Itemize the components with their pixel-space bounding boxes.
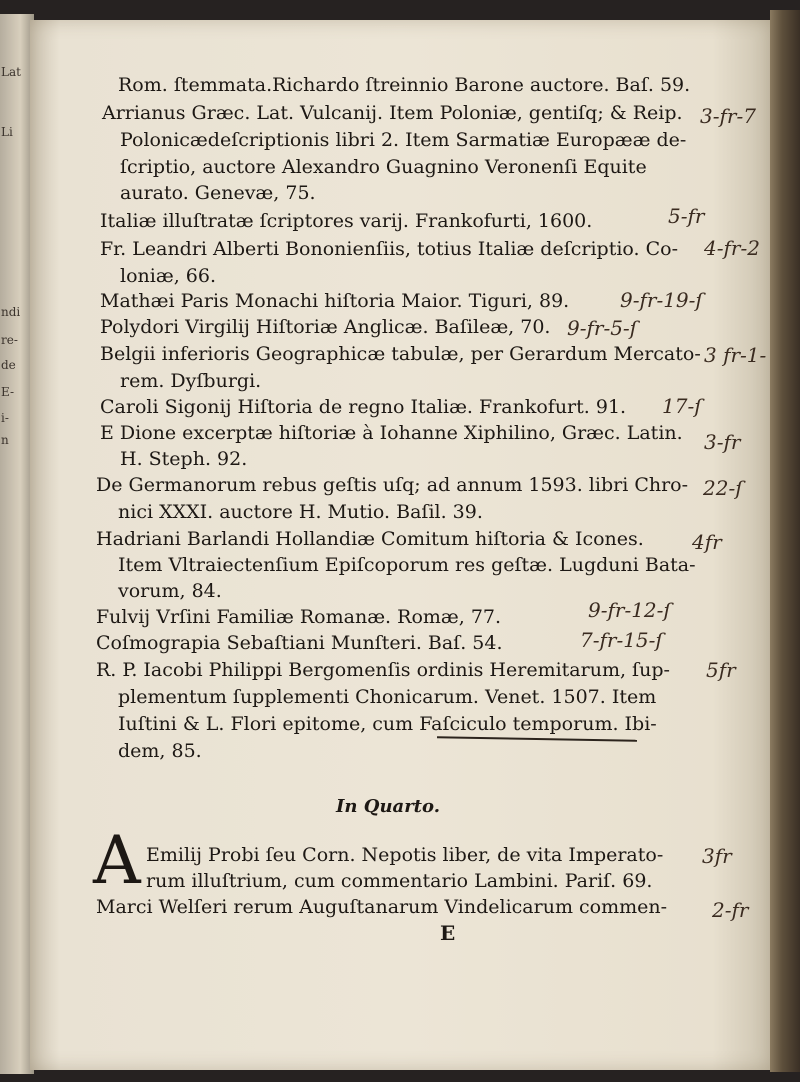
handwritten-price: 3 fr-1- [704,343,767,367]
margin-fragment: re- [1,333,18,347]
catalog-line: Iuſtini & L. Flori epitome, cum Faſciculo temporum. Ibi- [118,713,657,735]
catalog-line: plementum ſupplementi Chonicarum. Venet. 1507. Item [118,686,657,708]
handwritten-price: 17-ſ [662,394,702,418]
catalog-line: Rom. ſtemmata.Richardo ſtreinnio Barone auctore. Baſ. 59. [118,74,691,96]
handwritten-price: 9-fr-12-ſ [588,598,671,622]
handwritten-price: 3fr [702,844,732,868]
catalog-line: Hadriani Barlandi Hollandiæ Comitum hiſtoria & Icones. [96,528,644,550]
catalog-line: H. Steph. 92. [120,448,248,470]
catalog-line: dem, 85. [118,740,202,762]
margin-fragment: de [1,358,16,372]
catalog-line: Belgii inferioris Geographicæ tabulæ, per Gerardum Mercato- [100,343,701,365]
catalog-line: Emilij Probi ſeu Corn. Nepotis liber, de vita Imperato- [146,844,664,866]
margin-fragment: Lat [1,65,21,79]
margin-fragment: Li [1,125,13,139]
catalog-line: rem. Dyſburgi. [120,370,262,392]
handwritten-price: 4-fr-2 [704,236,760,260]
catalog-line: Polonicædeſcriptionis libri 2. Item Sarmatiæ Europææ de- [120,129,687,151]
signature-mark: E [440,921,456,945]
margin-fragment: E- [1,385,15,399]
catalog-line: Italiæ illuſtratæ ſcriptores varij. Frankofurti, 1600. [100,210,593,232]
catalog-line: Arrianus Græc. Lat. Vulcanij. Item Poloniæ, gentiſq; & Reip. [102,102,683,124]
catalog-line: aurato. Genevæ, 75. [120,182,316,204]
handwritten-price: 3-fr [704,430,741,454]
handwritten-price: 9-fr-19-ſ [620,288,703,312]
handwritten-price: 5-fr [668,204,705,228]
catalog-line: Marci Welſeri rerum Auguſtanarum Vindelicarum commen- [96,896,668,918]
handwritten-price: 4fr [692,530,722,554]
handwritten-price: 2-fr [712,898,749,922]
catalog-line: ſcriptio, auctore Alexandro Guagnino Veronenſi Equite [120,156,647,178]
book-fore-edge [770,10,800,1072]
catalog-line: R. P. Iacobi Philippi Bergomenſis ordinis Heremitarum, ſup- [96,659,670,681]
margin-fragment: n [1,433,9,447]
drop-cap: A [93,822,141,899]
catalog-line: loniæ, 66. [120,265,216,287]
margin-fragment: ndi [1,305,21,319]
catalog-line: vorum, 84. [118,580,222,602]
catalog-line: Caroli Sigonij Hiſtoria de regno Italiæ. Frankofurt. 91. [100,396,627,418]
facing-page-edge [0,14,34,1074]
margin-fragment: i- [1,411,9,425]
catalog-line: Coſmograpia Sebaſtiani Munſteri. Baſ. 54. [96,632,503,654]
handwritten-price: 7-fr-15-ſ [580,628,663,652]
catalog-line: nici XXXI. auctore H. Mutio. Baſil. 39. [118,501,483,523]
catalog-line: Item Vltraiectenſium Epiſcoporum res geſtæ. Lugduni Bata- [118,554,696,576]
handwritten-price: 5fr [706,658,736,682]
catalog-line: rum illuſtrium, cum commentario Lambini. Pariſ. 69. [146,870,653,892]
handwritten-price: 9-fr-5-ſ [567,316,638,340]
catalog-line: Fr. Leandri Alberti Bononienſiis, totius Italiæ deſcriptio. Co- [100,238,678,260]
catalog-line: Fulvij Vrſini Familiæ Romanæ. Romæ, 77. [96,606,502,628]
handwritten-price: 22-ſ [703,476,743,500]
catalog-line: De Germanorum rebus geſtis uſq; ad annum 1593. libri Chro- [96,474,689,496]
section-heading: In Quarto. [336,796,440,817]
catalog-line: Polydori Virgilij Hiſtoriæ Anglicæ. Baſileæ, 70. [100,316,551,338]
catalog-line: Mathæi Paris Monachi hiſtoria Maior. Tiguri, 89. [100,290,570,312]
handwritten-price: 3-fr-7 [700,104,756,128]
catalog-line: E Dione excerptæ hiſtoriæ à Iohanne Xiphilino, Græc. Latin. [100,422,683,444]
